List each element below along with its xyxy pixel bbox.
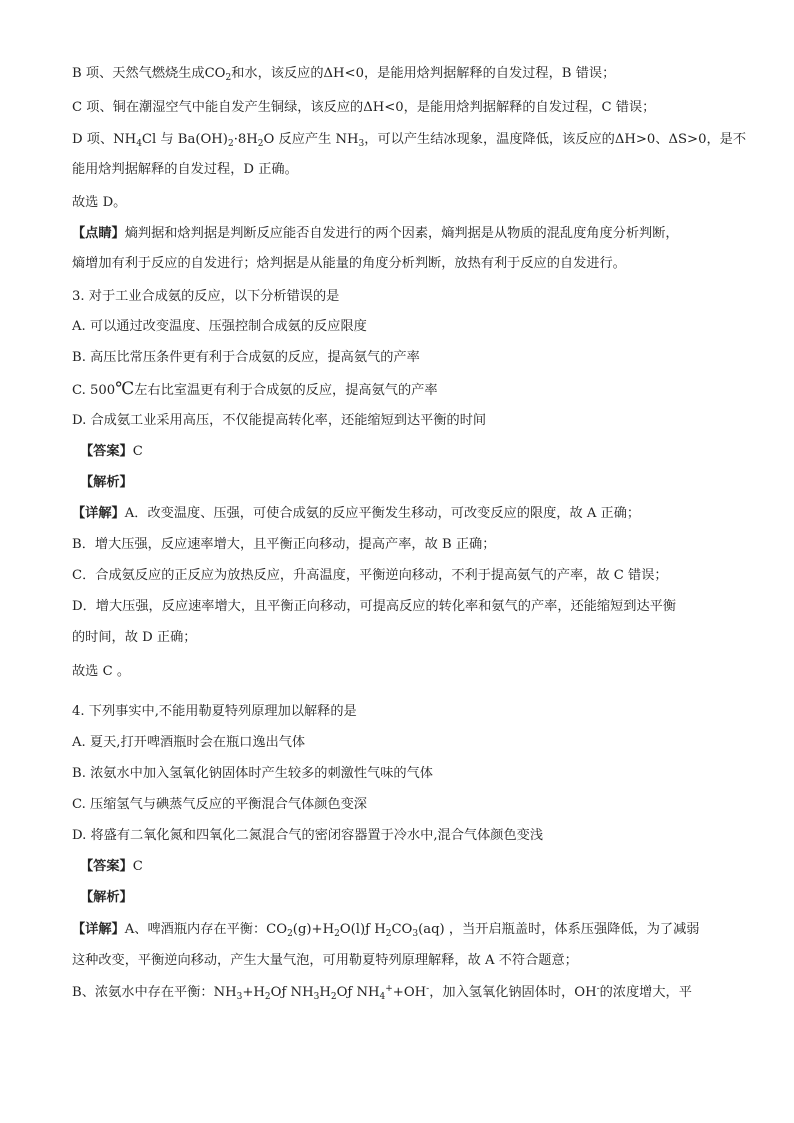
detail-tag: 【详解】 xyxy=(72,922,125,937)
text-line: B、浓氨水中存在平衡：$NH_3+H_2Oƒ$ $NH_3H_2Oƒ$ $NH_4^++OH^-$，加入氢氧化钠固体时，OH-的浓度增大，平 xyxy=(72,984,692,1002)
option-a: A. 可以通过改变温度、压强控制合成氨的反应限度 xyxy=(72,319,367,334)
question-3: 3. 对于工业合成氨的反应，以下分析错误的是 xyxy=(72,289,340,304)
text-line: 故选 D。 xyxy=(72,195,127,210)
text-line: 的时间，故 D 正确； xyxy=(72,630,197,645)
text-line: C 项、铜在潮湿空气中能自发产生铜绿，该反应的ΔH<0，是能用焓判据解释的自发过程，C 错误； xyxy=(72,100,656,115)
option-b: B. 浓氨水中加入氢氧化钠固体时产生较多的刺激性气味的气体 xyxy=(72,766,433,781)
text-line: C．合成氨反应的正反应为放热反应，升高温度，平衡逆向移动，不利于提高氨气的产率，故 C 错误； xyxy=(72,568,668,583)
option-c: C. 压缩氢气与碘蒸气反应的平衡混合气体颜色变深 xyxy=(72,797,367,812)
option-d: D. 将盛有二氧化氮和四氧化二氮混合气的密闭容器置于冷水中,混合气体颜色变浅 xyxy=(72,828,544,843)
text-line: B 项、天然气燃烧生成$CO_2$和水，该反应的ΔH<0，是能用焓判据解释的自发过程，B 错误； xyxy=(72,66,616,83)
option-d: D. 合成氨工业采用高压，不仅能提高转化率，还能缩短到达平衡的时间 xyxy=(72,413,487,428)
question-4: 4. 下列事实中,不能用勒夏特列原理加以解释的是 xyxy=(72,704,357,719)
answer-tag: 【答案】 xyxy=(80,444,133,459)
option-b: B. 高压比常压条件更有利于合成氨的反应，提高氨气的产率 xyxy=(72,350,420,365)
detail-tag: 【详解】 xyxy=(72,506,125,521)
detail-line: 【详解】A．改变温度、压强，可使合成氨的反应平衡发生移动，可改变反应的限度，故 A 正确； xyxy=(72,506,641,521)
text-line: 熵增加有利于反应的自发进行；焓判据是从能量的角度分析判断，放热有利于反应的自发进行。 xyxy=(72,256,626,271)
text-line: 能用焓判据解释的自发过程，D 正确。 xyxy=(72,162,298,177)
analysis-tag: 【解析】 xyxy=(80,475,133,490)
analysis-tag: 【解析】 xyxy=(80,890,133,905)
answer-tag: 【答案】 xyxy=(80,859,133,874)
text-line: 故选 C 。 xyxy=(72,664,131,679)
dianjing-tag: 【点睛】 xyxy=(72,226,125,241)
option-a: A. 夏天,打开啤酒瓶时会在瓶口逸出气体 xyxy=(72,735,306,750)
answer-line: 【答案】C xyxy=(80,444,143,459)
answer-line: 【答案】C xyxy=(80,859,143,874)
text-line: B．增大压强，反应速率增大，且平衡正向移动，提高产率，故 B 正确； xyxy=(72,537,496,552)
dianjing-line: 【点睛】熵判据和焓判据是判断反应能否自发进行的两个因素，熵判据是从物质的混乱度角度分析判断， xyxy=(72,226,679,241)
option-c: C. 500℃左右比室温更有利于合成氨的反应，提高氨气的产率 xyxy=(72,379,438,399)
text-line: D 项、$NH_4Cl$ 与 $Ba(OH)_2\cdot 8H_2O$ 反应产生 $NH_3$，可以产生结冰现象，温度降低，该反应的ΔH>0、ΔS>0，是不 xyxy=(72,132,747,149)
text-line: D．增大压强，反应速率增大，且平衡正向移动，可提高反应的转化率和氨气的产率，还能缩短到达平衡 xyxy=(72,599,677,614)
detail-line: 【详解】A、啤酒瓶内存在平衡：$CO_2(g)+H_2O(l)ƒ$ $H_2CO_3(aq)$ ，当开启瓶盖时，体系压强降低，为了减弱 xyxy=(72,922,700,939)
text-line: 这种改变，平衡逆向移动，产生大量气泡，可用勒夏特列原理解释，故 A 不符合题意； xyxy=(72,953,578,968)
